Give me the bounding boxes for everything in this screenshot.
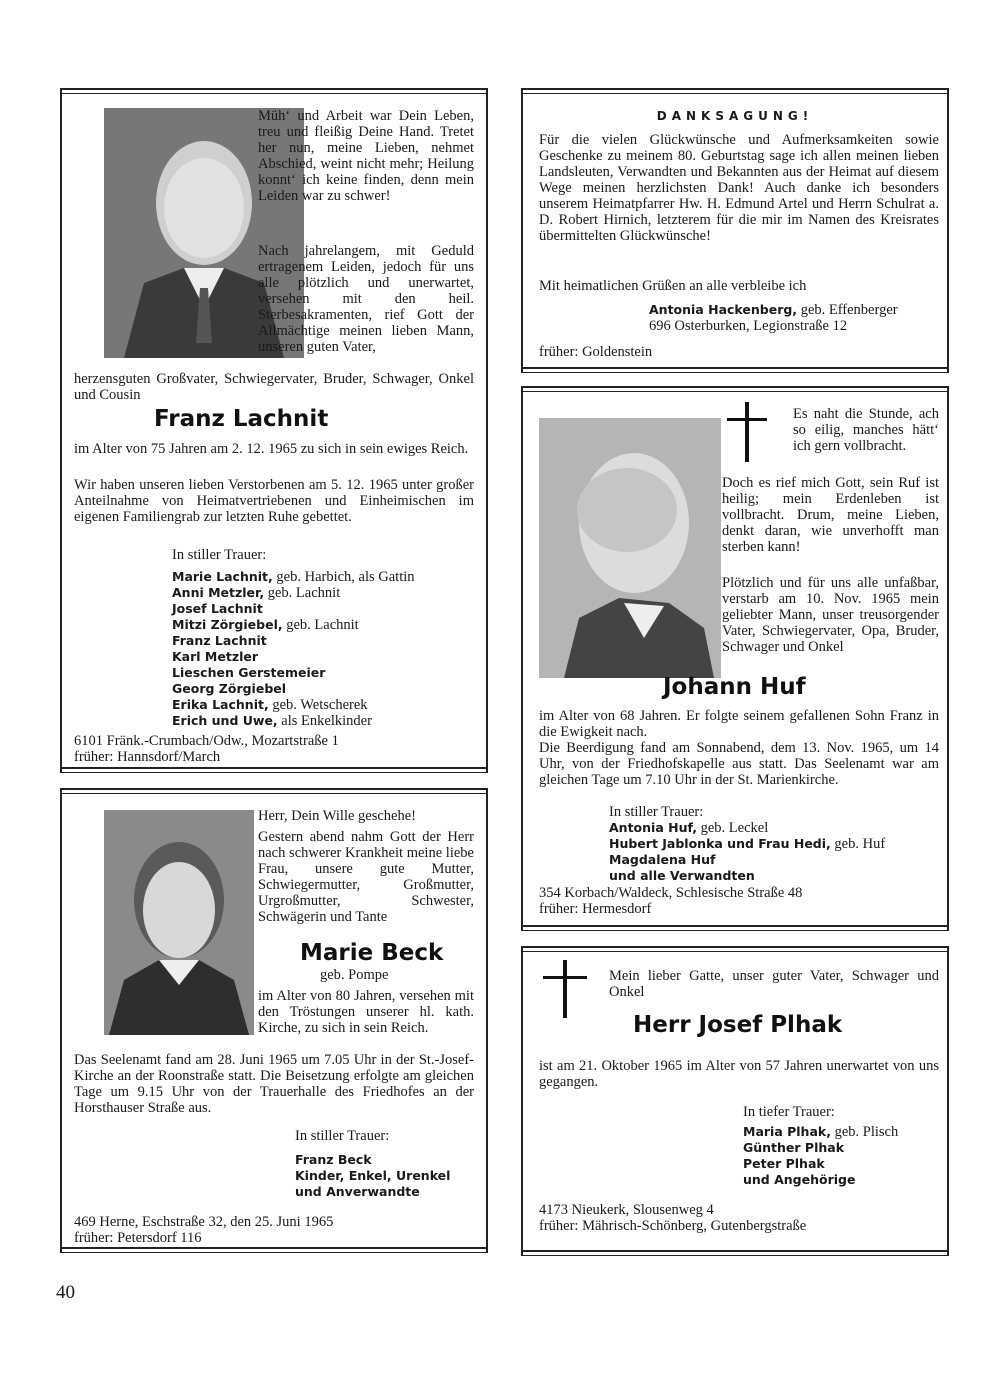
greeting: Mit heimatlichen Grüßen an alle verbleibe ich bbox=[539, 278, 807, 294]
mourner bbox=[172, 585, 472, 601]
mourner-name: Magdalena Huf bbox=[609, 852, 716, 867]
obituary-beck bbox=[60, 788, 488, 1253]
mourner-name: Günther Plhak bbox=[743, 1140, 845, 1155]
mourner bbox=[743, 1124, 943, 1140]
address: 6101 Fränk.-Crumbach/Odw., Mozartstraße 1 bbox=[74, 733, 339, 749]
mourner: Kinder, Enkel, Urenkel bbox=[295, 1168, 451, 1183]
mourner bbox=[609, 868, 939, 884]
deceased-name: Johann Huf bbox=[663, 674, 806, 700]
intro-text-continued: herzensguten Großvater, Schwiegervater, Bruder, Schwager, Onkel und Cousin bbox=[74, 371, 474, 403]
address: 469 Herne, Eschstraße 32, den 25. Juni 1965 bbox=[74, 1214, 334, 1230]
mourner-name: Karl Metzler bbox=[172, 649, 259, 664]
former-residence: früher: Mährisch-Schönberg, Gutenbergstraße bbox=[539, 1218, 807, 1234]
mourner-name: Erich und Uwe, bbox=[172, 713, 278, 728]
mourner bbox=[609, 820, 939, 836]
mourner-name: Marie Lachnit, bbox=[172, 569, 273, 584]
mourner: Franz Beck bbox=[295, 1152, 372, 1167]
mourner-name: Josef Lachnit bbox=[172, 601, 263, 616]
mourner-name: Erika Lachnit, bbox=[172, 697, 269, 712]
mourner bbox=[172, 569, 472, 585]
mourner bbox=[609, 836, 939, 852]
age-text: im Alter von 75 Jahren am 2. 12. 1965 zu sich in sein ewiges Reich. bbox=[74, 441, 469, 457]
portrait-photo bbox=[104, 810, 254, 1035]
age-text: im Alter von 68 Jahren. Er folgte seinem gefallenen Sohn Franz in die Ewigkeit nach. bbox=[539, 708, 939, 740]
poem-text: Es naht die Stunde, ach so eilig, manches hätt‘ ich gern vollbracht. bbox=[793, 406, 939, 454]
portrait-photo bbox=[539, 418, 721, 678]
mourner bbox=[609, 852, 939, 868]
mourner-name: Lieschen Gerstemeier bbox=[172, 665, 326, 680]
former-residence: früher: Hermesdorf bbox=[539, 901, 652, 917]
mourner bbox=[172, 633, 472, 649]
former-residence: früher: Petersdorf 116 bbox=[74, 1230, 202, 1246]
intro-text: Nach jahrelangem, mit Geduld ertragenem Leiden, jedoch für uns alle plötzlich und unerwartet, versehen mit den heil. Sterbesakramenten, rief Gott der Allmächtige meinen lieben Mann, unseren guten Vater, bbox=[258, 243, 474, 355]
obituary-plhak bbox=[521, 946, 949, 1256]
mourner bbox=[743, 1156, 943, 1172]
mourner-detail: geb. Harbich, als Gattin bbox=[272, 569, 415, 585]
former-residence: früher: Hannsdorf/March bbox=[74, 749, 221, 765]
mourning-heading: In tiefer Trauer: bbox=[743, 1104, 835, 1120]
mourners-list bbox=[743, 1124, 943, 1188]
poem-text: Herr, Dein Wille geschehe! bbox=[258, 808, 416, 824]
mourner-detail: geb. Leckel bbox=[696, 820, 769, 836]
obituary-huf bbox=[521, 386, 949, 931]
mourner-name: Franz Lachnit bbox=[172, 633, 267, 648]
age-text: im Alter von 80 Jahren, versehen mit den Tröstungen unserer hl. kath. Kirche, zu sich in sein Reich. bbox=[258, 988, 474, 1036]
mourner-detail: geb. Plisch bbox=[830, 1124, 899, 1140]
cross-icon bbox=[727, 402, 767, 462]
intro-text: Mein lieber Gatte, unser guter Vater, Schwager und Onkel bbox=[609, 968, 939, 1000]
mourner bbox=[743, 1172, 943, 1188]
age-text: ist am 21. Oktober 1965 im Alter von 57 Jahren unerwartet von uns gegangen. bbox=[539, 1058, 939, 1090]
mourners-list bbox=[609, 820, 939, 884]
mourners-list bbox=[295, 1152, 450, 1200]
signer-maiden-name: geb. Effenberger bbox=[797, 302, 898, 318]
mourner: und Anverwandte bbox=[295, 1184, 420, 1199]
cross-icon bbox=[543, 960, 587, 1018]
mourner bbox=[172, 681, 472, 697]
obituary-lachnit bbox=[60, 88, 488, 773]
mourner bbox=[743, 1140, 943, 1156]
mourner-name: und Angehörige bbox=[743, 1172, 856, 1187]
mourning-heading: In stiller Trauer: bbox=[295, 1128, 390, 1144]
mourner bbox=[172, 601, 472, 617]
address: 354 Korbach/Waldeck, Schlesische Straße 48 bbox=[539, 885, 803, 901]
poem-text: Müh‘ und Arbeit war Dein Leben, treu und fleißig Deine Hand. Tretet her nun, meine Lieben, nehmet Abschied, weint nicht mehr; Heilung konnt‘ ich keine finden, denn mein Leiden war zu schwer! bbox=[258, 108, 474, 204]
mourner-detail: geb. Lachnit bbox=[282, 617, 359, 633]
mourner-detail: geb. Huf bbox=[830, 836, 886, 852]
signer bbox=[649, 302, 898, 318]
service-text: Die Beerdigung fand am Sonnabend, dem 13. Nov. 1965, um 14 Uhr, von der Friedhofskapelle aus statt. Das Seelenamt war am gleichen Tage um 7.10 Uhr in der St. Marienkirche. bbox=[539, 740, 939, 788]
mourner-name: Hubert Jablonka und Frau Hedi, bbox=[609, 836, 831, 851]
mourner-name: Maria Plhak, bbox=[743, 1124, 831, 1139]
mourner bbox=[172, 665, 472, 681]
mourning-heading: In stiller Trauer: bbox=[609, 804, 704, 820]
service-text: Das Seelenamt fand am 28. Juni 1965 um 7.05 Uhr in der St.-Josef-Kirche an der Roonstraße statt. Die Beisetzung erfolgte am gleichen Tage um 9.15 Uhr von der Trauerhalle des Friedhofes an der Horsthauser Straße aus. bbox=[74, 1052, 474, 1116]
mourner bbox=[172, 649, 472, 665]
mourners-list bbox=[172, 569, 472, 729]
mourner-detail: als Enkelkinder bbox=[277, 713, 372, 729]
mourner-name: Georg Zörgiebel bbox=[172, 681, 287, 696]
address: 4173 Nieukerk, Slousenweg 4 bbox=[539, 1202, 714, 1218]
mourner bbox=[172, 713, 472, 729]
thanks-body: Für die vielen Glückwünsche und Aufmerksamkeiten sowie Geschenke zu meinem 80. Geburtstag sage ich allen meinen lieben Landsleuten, Verwandten und Bekannten aus der Heimat auf diesem Wege meinen herzlichsten Dank! Auch danke ich besonders unserem Heimatpfarrer Hw. H. Edmund Artel und Herrn Schulrat a. D. Robert Hirnich, letzterem für die mir im Namen des Kreisrates übermittelten Glückwünsche! bbox=[539, 132, 939, 244]
signer-name: Antonia Hackenberg, bbox=[649, 302, 798, 317]
burial-text: Wir haben unseren lieben Verstorbenen am 5. 12. 1965 unter großer Anteilnahme von Heimatvertriebenen und Einheimischen im eigenen Familiengrab zur letzten Ruhe gebettet. bbox=[74, 477, 474, 525]
mourner-name: und alle Verwandten bbox=[609, 868, 755, 883]
thanks-notice bbox=[521, 88, 949, 373]
mourner-name: Anni Metzler, bbox=[172, 585, 265, 600]
former-residence: früher: Goldenstein bbox=[539, 344, 653, 360]
deceased-name: Marie Beck bbox=[300, 940, 444, 966]
deceased-name: Franz Lachnit bbox=[154, 406, 329, 432]
mourner-name: Mitzi Zörgiebel, bbox=[172, 617, 283, 632]
mourner-name: Antonia Huf, bbox=[609, 820, 697, 835]
intro-text: Gestern abend nahm Gott der Herr nach schwerer Krankheit meine liebe Frau, unsere gute Mutter, Schwiegermutter, Großmutter, Urgroßmutter, Schwester, Schwägerin und Tante bbox=[258, 829, 474, 925]
mourner-name: Peter Plhak bbox=[743, 1156, 825, 1171]
mourner bbox=[172, 697, 472, 713]
mourning-heading: In stiller Trauer: bbox=[172, 547, 267, 563]
notice-title: DANKSAGUNG! bbox=[656, 109, 814, 123]
mourner-detail: geb. Lachnit bbox=[264, 585, 341, 601]
deceased-name: Herr Josef Plhak bbox=[633, 1012, 843, 1038]
poem-text-continued: Doch es rief mich Gott, sein Ruf ist heilig; mein Erdenleben ist vollbracht. Drum, meine Lieben, denkt daran, wie unverhofft man sterben kann! bbox=[722, 475, 939, 555]
mourner-detail: geb. Wetscherek bbox=[268, 697, 368, 713]
mourner bbox=[172, 617, 472, 633]
maiden-name: geb. Pompe bbox=[320, 967, 389, 983]
address: 696 Osterburken, Legionstraße 12 bbox=[649, 318, 848, 334]
intro-text: Plötzlich und für uns alle unfaßbar, verstarb am 10. Nov. 1965 mein geliebter Mann, unser treusorgender Vater, Schwiegervater, Opa, Bruder, Schwager und Onkel bbox=[722, 575, 939, 655]
page-number: 40 bbox=[56, 1282, 75, 1303]
